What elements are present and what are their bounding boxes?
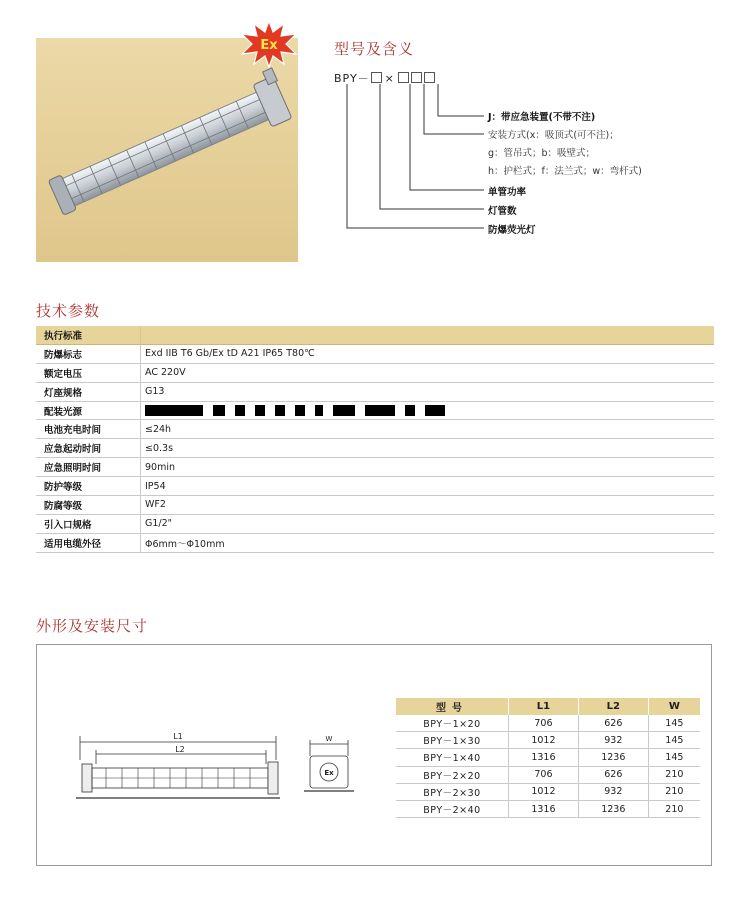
spec-label: 灯座规格 <box>44 387 83 399</box>
col-header-l2: L2 <box>578 698 648 715</box>
meaning-emergency: J：带应急装置(不带不注) <box>488 112 596 123</box>
spec-label: 防腐等级 <box>44 500 83 512</box>
cell-model: BPY－1×20 <box>396 715 509 732</box>
cell-l2: 932 <box>578 732 648 749</box>
spec-row <box>36 402 714 421</box>
spec-row <box>36 458 714 477</box>
meaning-mount-3: h：护栏式；f：法兰式；w：弯杆式) <box>488 166 642 177</box>
spec-value: ≤0.3s <box>140 439 714 457</box>
redacted-block <box>405 405 415 416</box>
meaning-tube-count: 灯管数 <box>488 206 517 217</box>
cell-w: 145 <box>648 715 700 732</box>
model-code-prefix: BPY－ <box>334 72 370 85</box>
spec-value: Exd IIB T6 Gb/Ex tD A21 IP65 T80℃ <box>140 345 714 363</box>
cell-l2: 626 <box>578 715 648 732</box>
redacted-block <box>425 405 445 416</box>
spec-row <box>36 420 714 439</box>
spec-label: 应急起动时间 <box>44 444 102 456</box>
starburst-icon <box>240 20 298 68</box>
spec-value: AC 220V <box>140 364 714 382</box>
spec-label: 配装光源 <box>44 406 83 418</box>
cell-model: BPY－2×20 <box>396 766 509 783</box>
dimensions-section-title: 外形及安装尺寸 <box>36 617 149 635</box>
spec-value <box>140 326 714 344</box>
badge-text: Ex <box>260 38 278 53</box>
model-section-title: 型号及含义 <box>334 40 415 58</box>
spec-row <box>36 326 714 345</box>
table-row <box>396 749 700 766</box>
table-row <box>396 800 700 817</box>
redacted-block <box>365 405 395 416</box>
spec-label: 引入口规格 <box>44 519 92 531</box>
dim-label-l2: L2 <box>175 745 185 754</box>
table-row <box>396 732 700 749</box>
meaning-mount-2: g：管吊式；b：吸壁式； <box>488 148 596 159</box>
spec-row <box>36 534 714 553</box>
cell-l1: 1012 <box>509 732 579 749</box>
redacted-block <box>145 405 203 416</box>
spec-table <box>36 326 714 553</box>
spec-value: 90min <box>140 458 714 476</box>
cell-l1: 1012 <box>509 783 579 800</box>
cell-w: 145 <box>648 749 700 766</box>
col-header-model: 型号 <box>396 698 509 715</box>
redacted-block <box>213 405 225 416</box>
table-row <box>396 783 700 800</box>
spec-value: G1/2" <box>140 515 714 533</box>
redacted-block <box>295 405 305 416</box>
col-header-w: W <box>648 698 700 715</box>
spec-value: Φ6mm～Φ10mm <box>140 534 714 552</box>
spec-row <box>36 477 714 496</box>
redacted-block <box>235 405 245 416</box>
spec-row <box>36 364 714 383</box>
spec-value: IP54 <box>140 477 714 495</box>
cell-l2: 932 <box>578 783 648 800</box>
fluorescent-lamp-illustration <box>36 38 298 262</box>
meaning-power: 单管功率 <box>488 187 527 198</box>
spec-value: G13 <box>140 383 714 401</box>
spec-row <box>36 515 714 534</box>
spec-value-redacted <box>140 402 714 420</box>
cell-l2: 1236 <box>578 800 648 817</box>
spec-label: 应急照明时间 <box>44 463 102 475</box>
dim-label-w: W <box>325 735 333 743</box>
cell-l1: 1316 <box>509 800 579 817</box>
cell-l2: 1236 <box>578 749 648 766</box>
side-ex-mark: Ex <box>324 769 334 777</box>
product-photo <box>36 38 298 262</box>
redacted-block <box>275 405 285 416</box>
spec-row <box>36 345 714 364</box>
spec-label: 额定电压 <box>44 368 83 380</box>
spec-value: WF2 <box>140 496 714 514</box>
spec-label: 适用电缆外径 <box>44 538 102 550</box>
cell-w: 210 <box>648 800 700 817</box>
spec-row <box>36 383 714 402</box>
redacted-block <box>255 405 265 416</box>
spec-label: 防爆标志 <box>44 349 83 361</box>
cell-l2: 626 <box>578 766 648 783</box>
cell-l1: 706 <box>509 715 579 732</box>
spec-label: 电池充电时间 <box>44 425 102 437</box>
table-row <box>396 766 700 783</box>
specs-section-title: 技术参数 <box>36 302 101 320</box>
model-code-x: × <box>384 72 395 85</box>
meaning-mount-1: 安装方式(x：吸顶式(可不注)； <box>488 130 619 141</box>
dimension-table <box>396 698 700 818</box>
cell-l1: 706 <box>509 766 579 783</box>
cell-model: BPY－2×30 <box>396 783 509 800</box>
cell-w: 210 <box>648 783 700 800</box>
cell-model: BPY－2×40 <box>396 800 509 817</box>
cell-w: 210 <box>648 766 700 783</box>
table-row <box>396 715 700 732</box>
cell-model: BPY－1×30 <box>396 732 509 749</box>
redacted-block <box>333 405 355 416</box>
spec-value: ≤24h <box>140 420 714 438</box>
spec-label: 防护等级 <box>44 482 83 494</box>
spec-row <box>36 496 714 515</box>
cell-model: BPY－1×40 <box>396 749 509 766</box>
cell-l1: 1316 <box>509 749 579 766</box>
redacted-block <box>315 405 323 416</box>
cell-w: 145 <box>648 732 700 749</box>
meaning-product: 防爆荧光灯 <box>488 225 536 236</box>
dim-label-l1: L1 <box>173 732 183 741</box>
col-header-l1: L1 <box>509 698 579 715</box>
dimension-table-header <box>396 698 700 715</box>
spec-label: 执行标准 <box>44 330 83 342</box>
side-view-drawing <box>304 734 354 794</box>
ex-badge <box>240 20 298 68</box>
spec-row <box>36 439 714 458</box>
